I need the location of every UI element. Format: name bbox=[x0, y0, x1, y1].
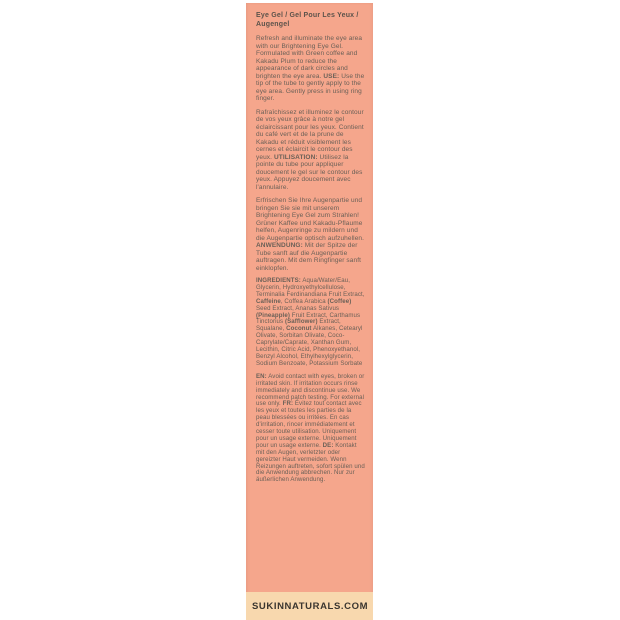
ingredients-list-text: Alkanes, Cetearyl Olivate, Sorbitan Olivate, Coco-Caprylate/Caprate, Xanthan Gum, Lecithin, Citric Acid, Phenoxyethanol, Benzyl Alcohol, Ethylhexylglycerin, Sodium Benzoate, Potassium Sorbate bbox=[256, 325, 363, 367]
description-en-text: Use the tip of the tube to gently apply to the eye area. Gently press in using ring finger. bbox=[256, 72, 365, 102]
description-fr-text: Utilisez la pointe du tube pour appliquer doucement le gel sur le contour des yeux. Appuyez doucement avec l'annulaire. bbox=[256, 153, 363, 191]
product-title: Eye Gel / Gel Pour Les Yeux / Augengel bbox=[256, 12, 359, 28]
warnings-multilingual-text: Avoid contact with eyes, broken or irritated skin. If irritation occurs rinse immediately and discontinue use. We recommend patch testing. For external use only. bbox=[256, 372, 365, 408]
packaging-side-panel bbox=[246, 3, 373, 620]
ingredients-list-keyword: (Safflower) bbox=[284, 318, 318, 326]
ingredients-list bbox=[256, 278, 365, 368]
warnings-multilingual-text: Kontakt mit den Augen, verletzter oder gereizter Haut vermeiden. Wenn Reizungen auftreten, sofort spülen und die Anwendung abbrechen. Nur zur äußerlichen Anwendung. bbox=[256, 441, 365, 484]
ingredients-list-keyword: Caffeine bbox=[256, 297, 281, 305]
description-fr bbox=[256, 109, 365, 192]
website-band bbox=[246, 592, 373, 620]
ingredients-list-text: , Coffea Arabica bbox=[280, 297, 328, 305]
ingredients-list-keyword: (Pineapple) bbox=[256, 311, 290, 319]
ingredients-list-text: Aqua/Water/Eau, Glycerin, Hydroxyethylcellulose, Terminalia Ferdinandiana Fruit Extract, bbox=[256, 277, 365, 298]
description-de bbox=[256, 197, 365, 272]
ingredients-list-keyword: Coconut bbox=[286, 325, 312, 333]
website-url: SUKINNATURALS.COM bbox=[252, 600, 369, 612]
ingredients-list-keyword: (Coffee) bbox=[327, 297, 352, 305]
warnings-multilingual-keyword: DE: bbox=[322, 441, 334, 449]
warnings-multilingual-text: Évitez tout contact avec les yeux et toutes les parties de la peau blessées ou irritées. En cas d'irritation, rincer immédiatement et cesser toute utilisation. Uniquement pour un usage externe. Uniquement pour un usage externe. bbox=[256, 400, 362, 449]
description-fr-keyword: UTILISATION: bbox=[273, 153, 318, 161]
ingredients-list-text: Seed Extract, Ananas Sativus bbox=[256, 304, 340, 312]
description-en-keyword: USE: bbox=[323, 72, 340, 80]
description-de-text: Erfrischen Sie Ihre Augenpartie und bringen Sie sie mit unserem Brightening Eye Gel zum Strahlen! Grüner Kaffee und Kakadu-Pflaume helfen, Augenringe zu mildern und die Augenpartie optisch aufzuhellen. bbox=[256, 197, 365, 242]
description-en-text: Refresh and illuminate the eye area with our Brightening Eye Gel. Formulated with Green coffee and Kakadu Plum to reduce the appearance of dark circles and brighten the eye area. bbox=[256, 35, 363, 80]
ingredients-list-keyword: INGREDIENTS: bbox=[256, 277, 301, 284]
panel-text-content bbox=[246, 3, 373, 484]
ingredients-list-text: Fruit Extract, Carthamus Tinctorius bbox=[256, 311, 361, 326]
description-en bbox=[256, 35, 365, 103]
warnings-multilingual-keyword: EN: bbox=[256, 372, 267, 380]
label-paragraphs bbox=[256, 35, 365, 484]
ingredients-list-text: Extract, Squalane, bbox=[256, 318, 341, 333]
warnings-multilingual-keyword: FR: bbox=[282, 400, 294, 408]
description-de-text: Mit der Spitze der Tube sanft auf die Augenpartie auftragen. Mit dem Ringfinger sanft einklopfen. bbox=[256, 242, 362, 272]
description-de-keyword: ANWENDUNG: bbox=[256, 242, 303, 249]
warnings-multilingual bbox=[256, 374, 365, 485]
description-fr-text: Rafraîchissez et illuminez le contour de vos yeux grâce à notre gel éclaircissant pour les yeux. Contient du café vert et de la prune de Kakadu et réduit visiblement les cernes et éclaircit le contour des yeux. bbox=[256, 108, 364, 161]
